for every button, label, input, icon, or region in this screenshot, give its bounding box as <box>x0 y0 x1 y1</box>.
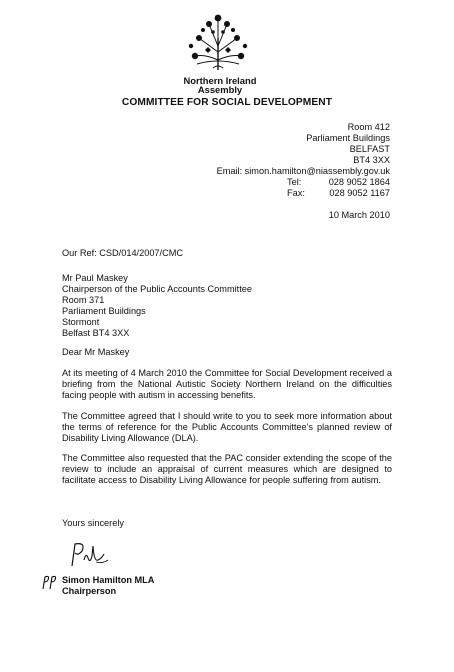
recipient-area: Stormont <box>62 317 100 327</box>
closing: Yours sincerely <box>62 518 124 528</box>
recipient-name: Mr Paul Maskey <box>62 273 128 283</box>
fax-value: 028 9052 1167 <box>329 188 390 198</box>
tel-value: 028 9052 1864 <box>328 177 390 187</box>
org-name-line1: Northern Ireland <box>183 75 257 86</box>
sender-postcode: BT4 3XX <box>353 155 390 165</box>
tel-label: Tel: <box>287 177 302 187</box>
body-paragraph-2: The Committee agreed that I should write to you to seek more information about the terms of reference for the Public Accounts Committee's planned review of Disability Living Allowance (DLA). <box>62 411 392 443</box>
signatory-name: Simon Hamilton MLA <box>62 575 155 585</box>
recipient-room: Room 371 <box>62 295 105 305</box>
committee-title: COMMITTEE FOR SOCIAL DEVELOPMENT <box>121 97 333 108</box>
reference: Our Ref: CSD/014/2007/CMC <box>62 248 184 258</box>
sender-building: Parliament Buildings <box>306 133 390 143</box>
body-paragraph-3: The Committee also requested that the PAC consider extending the scope of the review to include an appraisal of current measures which are designed to facilitate access to Disability Living Allowance for people suffering from autism. <box>62 453 392 485</box>
signatory-role: Chairperson <box>62 586 117 596</box>
sender-room: Room 412 <box>347 122 390 132</box>
contact-email: Email: simon.hamilton@niassembly.gov.uk <box>216 166 390 176</box>
body-paragraph-1: At its meeting of 4 March 2010 the Committee for Social Development received a briefing from the National Autistic Society Northern Ireland on the difficulties facing people with autism in accessing benefits. <box>62 368 392 400</box>
handwritten-signature <box>66 540 110 568</box>
recipient-title: Chairperson of the Public Accounts Committee <box>62 284 252 294</box>
recipient-city-postcode: Belfast BT4 3XX <box>62 328 130 338</box>
org-name-line2: Assembly <box>197 84 243 95</box>
letter-date: 10 March 2010 <box>328 210 390 220</box>
fax-label: Fax: <box>287 188 305 198</box>
salutation: Dear Mr Maskey <box>62 347 130 357</box>
sender-city: BELFAST <box>349 144 390 154</box>
assembly-logo-icon <box>183 10 253 74</box>
recipient-building: Parliament Buildings <box>62 306 146 316</box>
pp-handwritten-mark <box>40 571 60 591</box>
